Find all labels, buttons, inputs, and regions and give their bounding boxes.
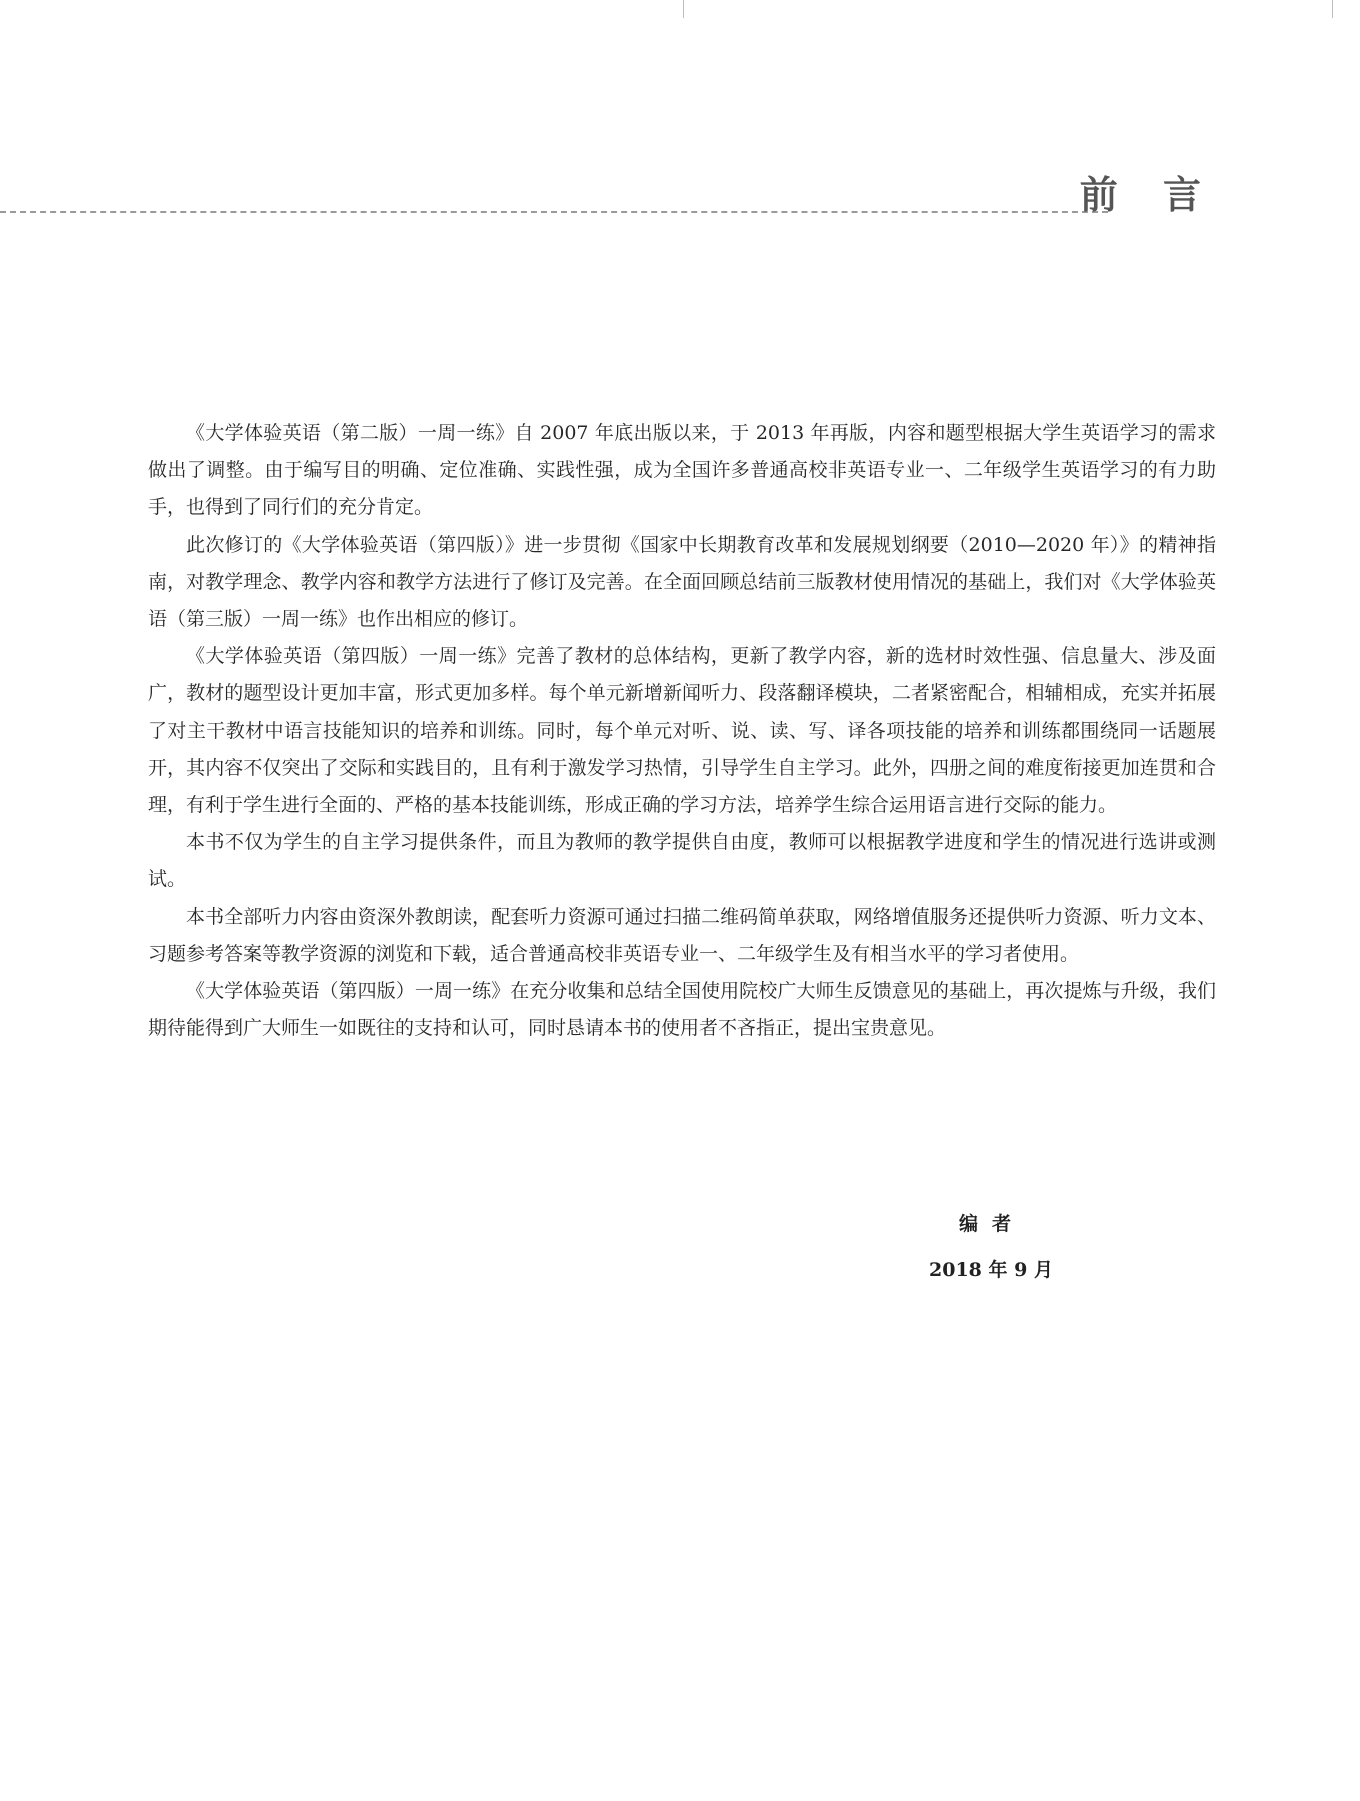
header-dashed-rule [0, 211, 1108, 213]
crop-mark-top [683, 0, 684, 18]
paragraph: 本书全部听力内容由资深外教朗读，配套听力资源可通过扫描二维码简单获取，网络增值服务还提供听力资源、听力文本、习题参考答案等教学资源的浏览和下载，适合普通高校非英语专业一、二年级学生及有相当水平的学习者使用。 [148, 905, 1216, 965]
paragraph: 《大学体验英语（第二版）一周一练》自 2007 年底出版以来，于 2013 年再版，内容和题型根据大学生英语学习的需求做出了调整。由于编写目的明确、定位准确、实践性强，成为全国许多普通高校非英语专业一、二年级学生英语学习的有力助手，也得到了同行们的充分肯定。 [148, 422, 1216, 519]
signature-block [930, 1210, 1070, 1284]
preface-body [148, 415, 1216, 1047]
paragraph: 此次修订的《大学体验英语（第四版）》进一步贯彻《国家中长期教育改革和发展规划纲要（2010—2020 年）》的精神指南，对教学理念、教学内容和教学方法进行了修订及完善。在全面回顾总结前三版教材使用情况的基础上，我们对《大学体验英语（第三版）一周一练》也作出相应的修订。 [148, 533, 1216, 631]
paragraph: 本书不仅为学生的自主学习提供条件，而且为教师的教学提供自由度，教师可以根据教学进度和学生的情况进行选讲或测试。 [148, 831, 1216, 891]
author-label: 编者 [958, 1213, 1025, 1235]
date-label: 2018 年 9 月 [929, 1259, 1053, 1281]
paragraph: 《大学体验英语（第四版）一周一练》完善了教材的总体结构，更新了教学内容，新的选材时效性强、信息量大、涉及面广，教材的题型设计更加丰富，形式更加多样。每个单元新增新闻听力、段落翻译模块，二者紧密配合，相辅相成，充实并拓展了对主干教材中语言技能知识的培养和训练。同时，每个单元对听、说、读、写、译各项技能的培养和训练都围绕同一话题展开，其内容不仅突出了交际和实践目的，且有利于激发学习热情，引导学生自主学习。此外，四册之间的难度衔接更加连贯和合理，有利于学生进行全面的、严格的基本技能训练，形成正确的学习方法，培养学生综合运用语言进行交际的能力。 [148, 645, 1216, 817]
paragraph: 《大学体验英语（第四版）一周一练》在充分收集和总结全国使用院校广大师生反馈意见的基础上，再次提炼与升级，我们期待能得到广大师生一如既往的支持和认可，同时恳请本书的使用者不吝指正，提出宝贵意见。 [148, 980, 1216, 1040]
crop-mark-top-right [1332, 0, 1333, 18]
page-title: 前 言 [1079, 173, 1217, 217]
